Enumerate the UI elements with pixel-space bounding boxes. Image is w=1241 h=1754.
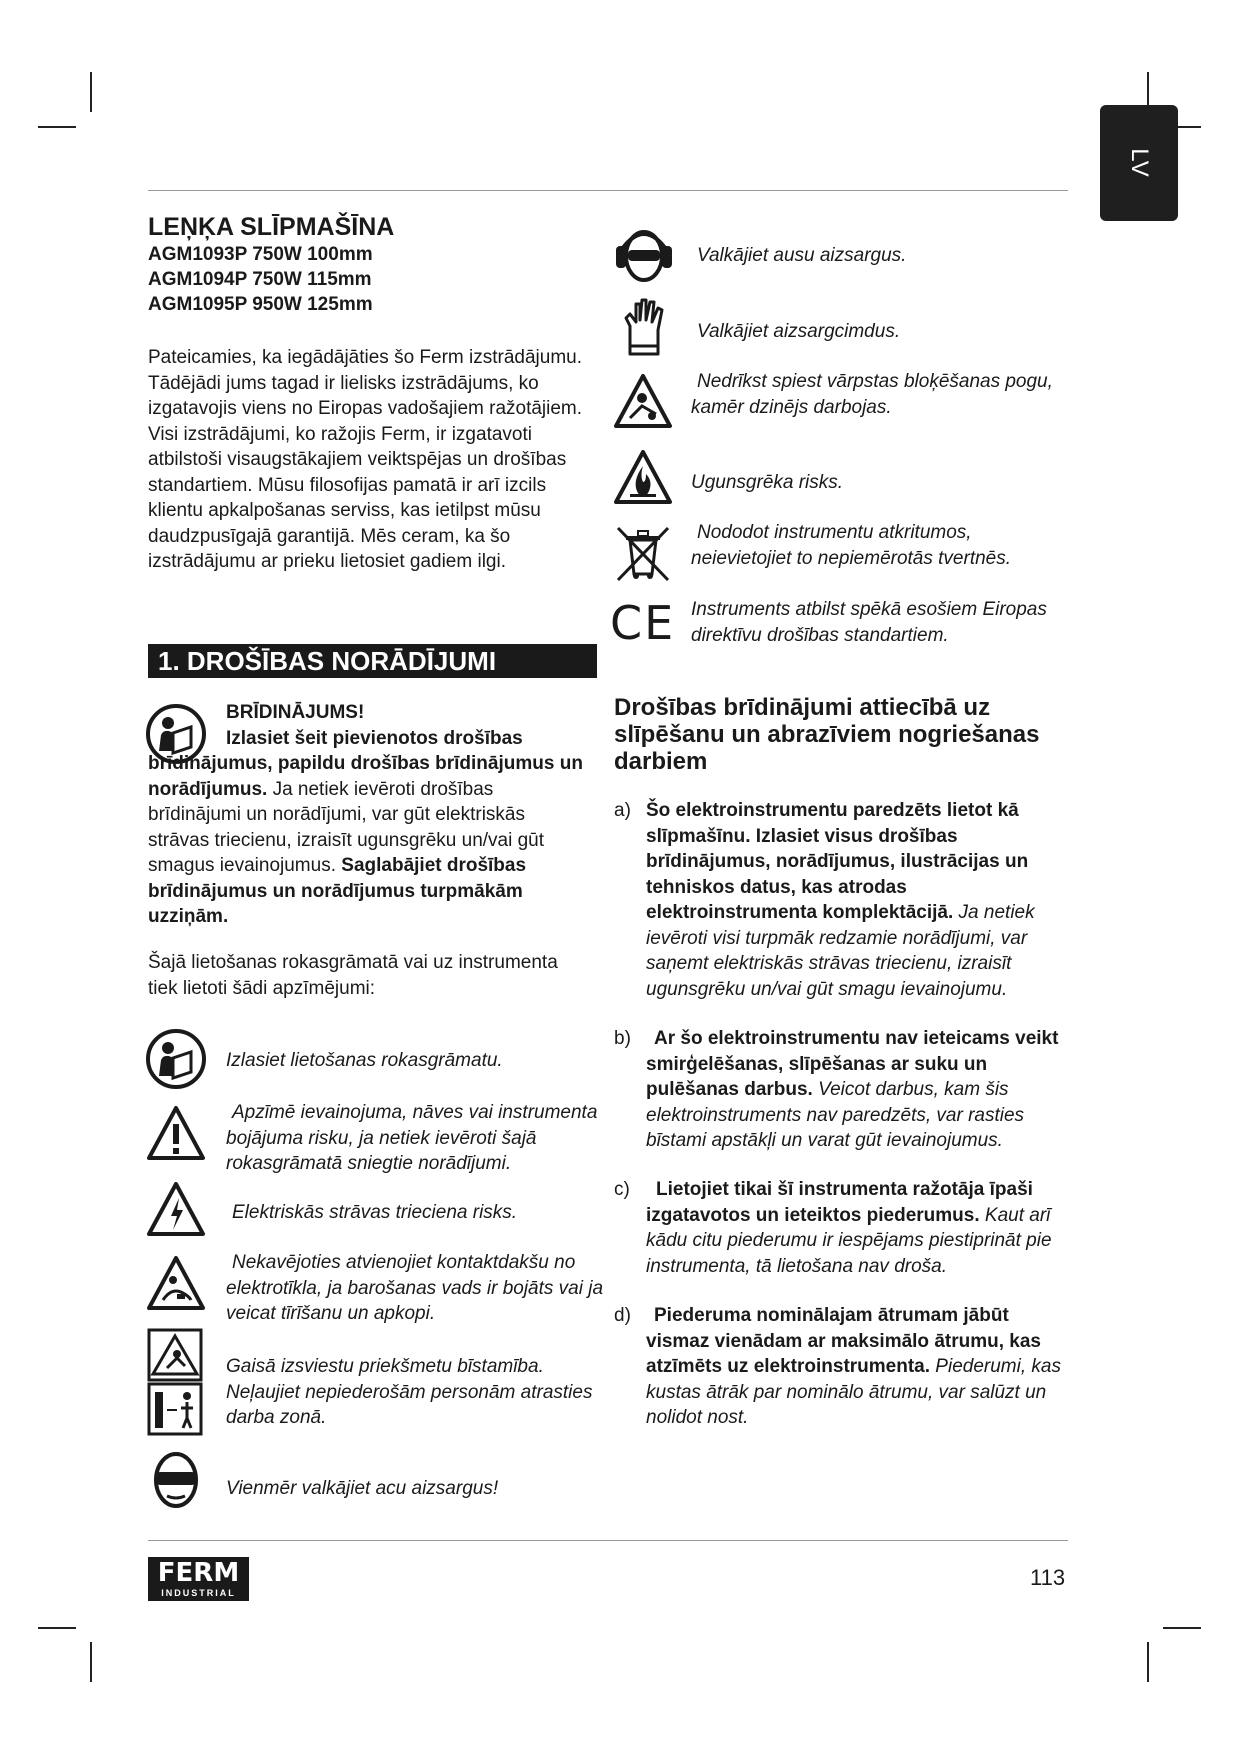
right-section-heading: Drošības brīdinājumi attiecībā uz slīpēšanu un abrazīviem nogriešanas darbiem	[614, 694, 1040, 775]
symbol-text: Ugunsgrēka risks.	[691, 472, 844, 493]
item-letter: a)	[614, 800, 631, 821]
ferm-logo	[148, 1557, 249, 1601]
symbol-text: Izlasiet lietošanas rokasgrāmatu.	[226, 1050, 503, 1071]
symbol-text: Nekavējoties atvienojiet kontaktdakšu no elektrotīkla, ja barošanas vads ir bojāts vai ja veicat tīrīšanu un apkopi.	[226, 1252, 604, 1324]
ear-protection-icon	[612, 222, 676, 286]
warning-triangle-icon	[145, 1104, 207, 1162]
page-title: LEŅĶA SLĪPMAŠĪNA	[148, 213, 395, 241]
model-line: AGM1095P 950W 125mm	[148, 294, 373, 315]
symbol-text: Valkājiet aizsargcimdus.	[697, 321, 901, 342]
intro-paragraph: Pateicamies, ka iegādājāties šo Ferm izstrādājumu. Tādējādi jums tagad ir lielisks izstrādājums, ko izgatavojis viens no Eiropas vadošajiem ražotājiem. Visi izstrādājumi, ko ražojis Ferm, ir izgatavoti atbilstoši visaugstākajiem veiktspējas un drošības standartiem. Mūsu filosofijas pamatā ir arī izcils klientu apkalpošanas serviss, kas ietilpst mūsu daudzpusīgajā garantijā. Mēs ceram, ka šo izstrādājumu ar prieku lietosiet gadiem ilgi.	[148, 347, 583, 572]
item-letter: c)	[614, 1179, 630, 1200]
gloves-icon	[620, 296, 668, 358]
page-number: 113	[1030, 1565, 1066, 1590]
language-code: LV	[1126, 148, 1153, 178]
item-italic: Veicot darbus, kam šis elektroinstruments nav paredzēts, var rasties bīstami apstākļi un varat gūt ievainojumus.	[646, 1079, 1025, 1151]
item-bold: Ar šo elektroinstrumentu nav ieteicams veikt smirģelēšanas, slīpēšanas ar suku un pulēšanas darbus.	[646, 1028, 1059, 1100]
model-line: AGM1093P 750W 100mm	[148, 244, 373, 265]
crop-mark	[90, 72, 92, 112]
item-italic: Kaut arī kādu citu piederumu ir iespējams piestiprināt pie instrumenta, tā lietošana nav droša.	[646, 1204, 1052, 1277]
spindle-lock-icon	[612, 372, 674, 430]
warning-keep: Saglabājiet drošības brīdinājumus un norādījumus turpmākām uzziņām.	[148, 855, 527, 927]
crop-mark	[90, 1642, 92, 1682]
electric-shock-icon	[145, 1180, 207, 1238]
item-letter: b)	[614, 1028, 631, 1049]
item-bold: Lietojiet tikai šī instrumenta ražotāja īpaši izgatavotos un ieteiktos piederumus.	[646, 1179, 1033, 1226]
bottom-rule	[148, 1540, 1068, 1541]
symbol-text: Valkājiet ausu aizsargus.	[697, 245, 907, 266]
ce-mark-icon	[610, 598, 680, 648]
symbols-intro: Šajā lietošanas rokasgrāmatā vai uz instrumenta tiek lietoti šādi apzīmējumi:	[148, 952, 558, 999]
item-letter: d)	[614, 1305, 631, 1326]
logo-wordmark: FERM	[157, 1558, 240, 1588]
item-italic: Ja netiek ievēroti visi turpmāk redzamie norādījumi, var saņemt elektriskās strāvas triecienu, izraisīt ugunsgrēku un/vai gūt smagu ievainojumu.	[646, 902, 1035, 1000]
language-tab	[1100, 105, 1178, 221]
read-manual-icon	[145, 1028, 207, 1090]
symbol-text: Vienmēr valkājiet acu aizsargus!	[226, 1478, 499, 1499]
symbol-text: Nododot instrumentu atkritumos, neievietojiet to nepiemērotās tvertnēs.	[691, 522, 1012, 569]
warning-lead: BRĪDINĀJUMS!	[226, 702, 365, 723]
model-line: AGM1094P 750W 115mm	[148, 269, 372, 290]
symbol-text: Apzīmē ievainojuma, nāves vai instrumenta bojājuma risku, ja netiek ievēroti šajā rokasgrāmatā sniegtie norādījumi.	[226, 1102, 598, 1174]
safety-glasses-icon	[147, 1450, 205, 1512]
flying-objects-icon	[147, 1328, 203, 1436]
section-heading	[148, 644, 597, 678]
warning-text: Ja netiek ievēroti drošības brīdinājumi un norādījumi, var gūt elektriskās strāvas triecienu, izraisīt ugunsgrēku un/vai gūt smagus ievainojumus.	[148, 778, 545, 876]
symbol-text: Elektriskās strāvas trieciena risks.	[232, 1202, 518, 1223]
item-bold: Piederuma nominālajam ātrumam jābūt vismaz vienādam ar maksimālo ātrumu, kas atzīmēts uz elektroinstrumenta.	[646, 1305, 1041, 1377]
item-italic: Piederumi, kas kustas ātrāk par nominālo ātrumu, var salūzt un nolidot nost.	[646, 1356, 1061, 1428]
logo-subtitle: INDUSTRIAL	[161, 1588, 236, 1598]
unplug-icon	[145, 1254, 207, 1312]
warning-bold: Izlasiet šeit pievienotos drošības brīdinājumus, papildu drošības brīdinājumus un norādījumus.	[148, 727, 583, 800]
top-rule	[148, 190, 1068, 191]
warning-paragraph	[148, 726, 588, 930]
crop-mark	[38, 1627, 76, 1629]
ce-mark-text: CE	[610, 596, 676, 650]
symbol-text: Gaisā izsviestu priekšmetu bīstamība. Neļaujiet nepiederošām personām atrasties darba zonā.	[226, 1356, 593, 1428]
item-bold: Šo elektroinstrumentu paredzēts lietot kā slīpmašīnu. Izlasiet visus drošības brīdinājumus, norādījumus, ilustrācijas un tehniskos datus, kas atrodas elektroinstrumenta komplektācijā.	[646, 800, 1029, 923]
weee-bin-icon	[614, 524, 672, 584]
warning-block	[148, 700, 588, 930]
crop-mark	[1147, 1642, 1149, 1682]
section-heading-text: 1. DROŠĪBAS NORĀDĪJUMI	[158, 646, 497, 676]
symbol-text: Nedrīkst spiest vārpstas bloķēšanas pogu, kamēr dzinējs darbojas.	[691, 371, 1053, 418]
fire-icon	[612, 448, 674, 506]
crop-mark	[38, 126, 76, 128]
symbol-text: Instruments atbilst spēkā esošiem Eiropas direktīvu drošības standartiem.	[691, 599, 1047, 646]
crop-mark	[1163, 1627, 1201, 1629]
